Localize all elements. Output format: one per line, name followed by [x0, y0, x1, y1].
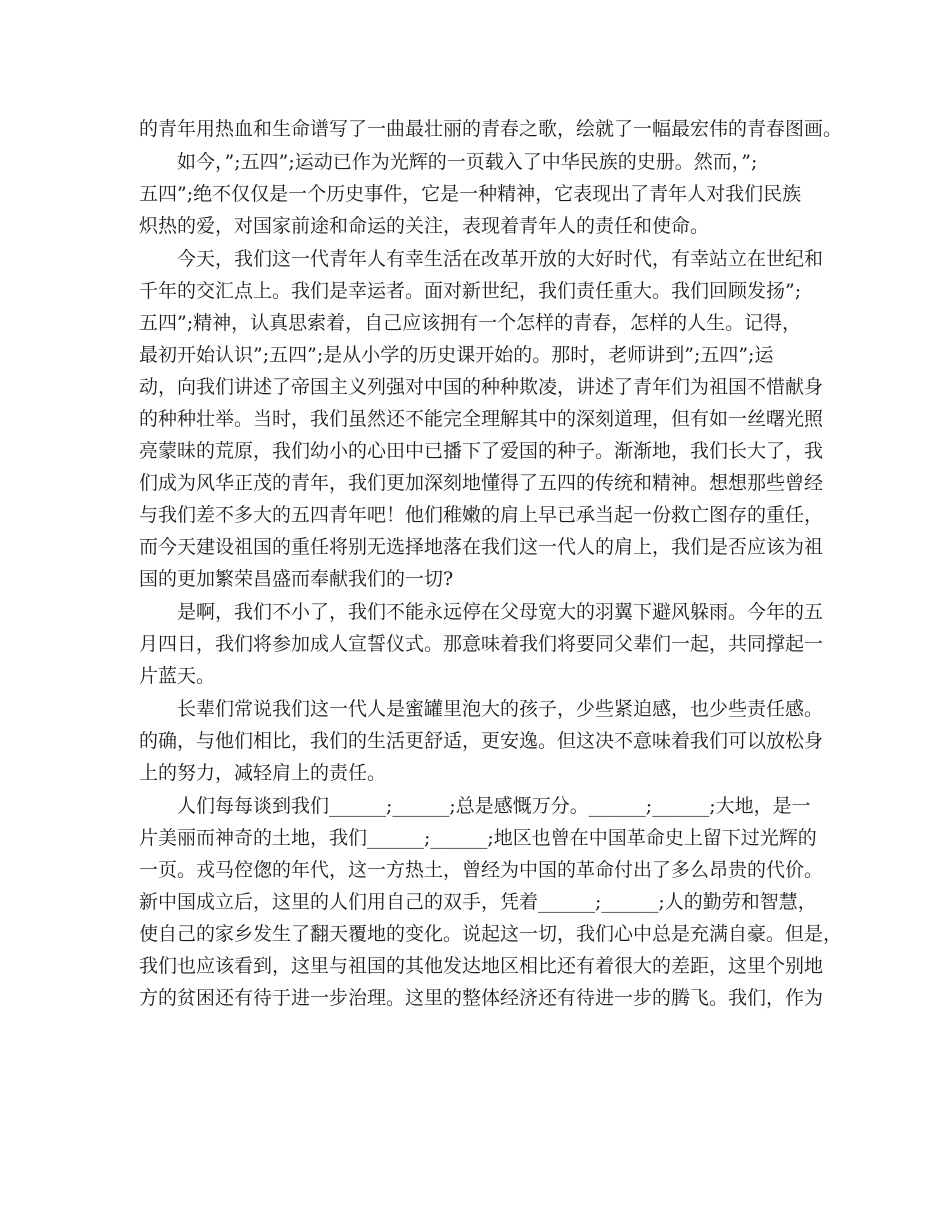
body-text — [139, 113, 843, 1015]
text-line: 使自己的家乡发生了翻天覆地的变化。说起这一切，我们心中总是充满自豪。但是， — [139, 923, 843, 945]
text-line: 是啊，我们不小了，我们不能永远停在父母宽大的羽翼下避风躲雨。今年的五 — [177, 601, 824, 623]
text-line: 五四”;绝不仅仅是一个历史事件，它是一种精神，它表现出了青年人对我们民族 — [139, 183, 802, 205]
text-line: 片蓝天。 — [139, 665, 216, 687]
text-line: 我们也应该看到，这里与祖国的其他发达地区相比还有着很大的差距，这里个别地 — [139, 955, 824, 977]
text-line: 的种种壮举。当时，我们虽然还不能完全理解其中的深刻道理，但有如一丝曙光照 — [139, 408, 824, 430]
text-line: 片美丽而神奇的土地，我们______;______;地区也曾在中国革命史上留下过光辉的 — [139, 827, 817, 849]
text-line: 炽热的爱，对国家前途和命运的关注，表现着青年人的责任和使命。 — [139, 215, 710, 237]
text-line: 新中国成立后，这里的人们用自己的双手，凭着______;______;人的勤劳和智慧， — [139, 891, 817, 913]
text-line: 五四”;精神，认真思索着，自己应该拥有一个怎样的青春，怎样的人生。记得， — [139, 312, 802, 334]
text-line: 们成为风华正茂的青年，我们更加深刻地懂得了五四的传统和精神。想想那些曾经 — [139, 472, 824, 494]
text-line: 而今天建设祖国的重任将别无选择地落在我们这一代人的肩上，我们是否应该为祖 — [139, 536, 824, 558]
text-line: 国的更加繁荣昌盛而奉献我们的一切? — [139, 568, 454, 590]
text-line: 如今，”;五四”;运动已作为光辉的一页载入了中华民族的史册。然而，”; — [177, 151, 758, 173]
paragraph-continuation — [139, 113, 843, 145]
text-line: 一页。戎马倥偬的年代，这一方热土，曾经为中国的革命付出了多么昂贵的代价。 — [139, 859, 824, 881]
text-line: 今天，我们这一代青年人有幸生活在改革开放的大好时代，有幸站立在世纪和 — [177, 248, 824, 270]
paragraph-coming-of-age — [139, 596, 824, 692]
text-line: 方的贫困还有待于进一步治理。这里的整体经济还有待进一步的腾飞。我们，作为 — [139, 987, 824, 1009]
paragraph-elders — [139, 693, 824, 789]
text-line: 亮蒙昧的荒原，我们幼小的心田中已播下了爱国的种子。渐渐地，我们长大了，我 — [139, 440, 824, 462]
text-line: 长辈们常说我们这一代人是蜜罐里泡大的孩子，少些紧迫感，也少些责任感。 — [177, 698, 824, 720]
text-line: 的青年用热血和生命谱写了一曲最壮丽的青春之歌，绘就了一幅最宏伟的青春图画。 — [139, 118, 843, 140]
text-line: 最初开始认识”;五四”;是从小学的历史课开始的。那时，老师讲到”;五四”;运 — [139, 344, 774, 366]
text-line: 人们每每谈到我们______;______;总是感慨万分。______;______;大地，是一 — [177, 795, 811, 817]
text-line: 与我们差不多大的五四青年吧！他们稚嫩的肩上早已承当起一份救亡图存的重任， — [139, 504, 824, 526]
paragraph-may-fourth-history — [139, 146, 819, 242]
text-line: 上的努力，减轻肩上的责任。 — [139, 762, 387, 784]
paragraph-today-youth — [139, 243, 824, 595]
text-line: 月四日，我们将参加成人宣誓仪式。那意味着我们将要同父辈们一起，共同撑起一 — [139, 633, 824, 655]
paragraph-hometown — [139, 790, 843, 1014]
text-line: 动，向我们讲述了帝国主义列强对中国的种种欺凌，讲述了青年们为祖国不惜献身 — [139, 376, 824, 398]
text-line: 的确，与他们相比，我们的生活更舒适，更安逸。但这决不意味着我们可以放松身 — [139, 730, 824, 752]
text-line: 千年的交汇点上。我们是幸运者。面对新世纪，我们责任重大。我们回顾发扬”; — [139, 280, 802, 302]
